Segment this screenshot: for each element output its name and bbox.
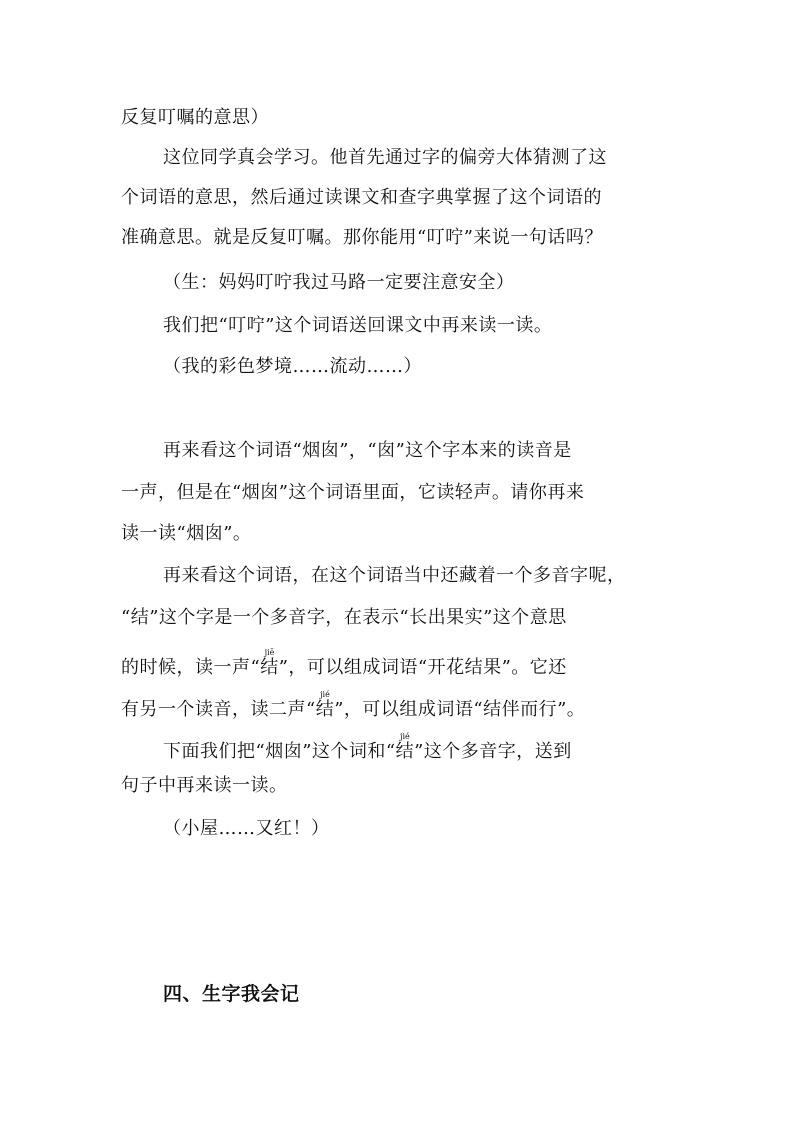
text-line-12: “结”这个字是一个多音字，在表示“长出果实”这个意思 [121,607,567,628]
polyphone-jie-1: 结jiē [260,648,279,678]
text-line-3: 个词语的意思，然后通过读课文和查字典掌握了这个词语的 [121,187,602,208]
text-line-6: 我们把“叮咛”这个词语送回课文中再来读一读。 [163,315,553,336]
text-line-17: （小屋……又红！） [163,818,330,839]
text-line-8: 再来看这个词语“烟囱”，“囱”这个字本来的读音是 [163,440,572,461]
text-line-13: 的时候，读一声“结jiē”，可以组成词语“开花结果”。它还 [121,648,567,678]
text-line-9: 一声，但是在“烟囱”这个词语里面，它读轻声。请你再来 [121,482,585,503]
text-line-11: 再来看这个词语，在这个词语当中还藏着一个多音字呢， [163,565,626,586]
text-line-1: 反复叮嘱的意思） [121,107,269,128]
polyphone-jie-3: 结jié [395,732,415,762]
text-line-5: （生：妈妈叮咛我过马路一定要注意安全） [163,272,515,293]
polyphone-jie-2: 结jié [315,690,335,720]
section-heading: 四、生字我会记 [163,983,300,1005]
text-line-16: 句子中再来读一读。 [121,775,288,796]
text-line-10: 读一读“烟囱”。 [121,523,252,544]
text-line-4: 准确意思。就是反复叮嘱。那你能用“叮咛”来说一句话吗？ [121,227,603,248]
text-line-15: 下面我们把“烟囱”这个词和“结jié”这个多音字，送到 [163,732,572,762]
text-line-7: （我的彩色梦境……流动……） [163,356,422,377]
text-line-2: 这位同学真会学习。他首先通过字的偏旁大体猜测了这 [163,147,607,168]
text-line-14: 有另一个读音，读二声“结jié”，可以组成词语“结伴而行”。 [121,690,586,720]
